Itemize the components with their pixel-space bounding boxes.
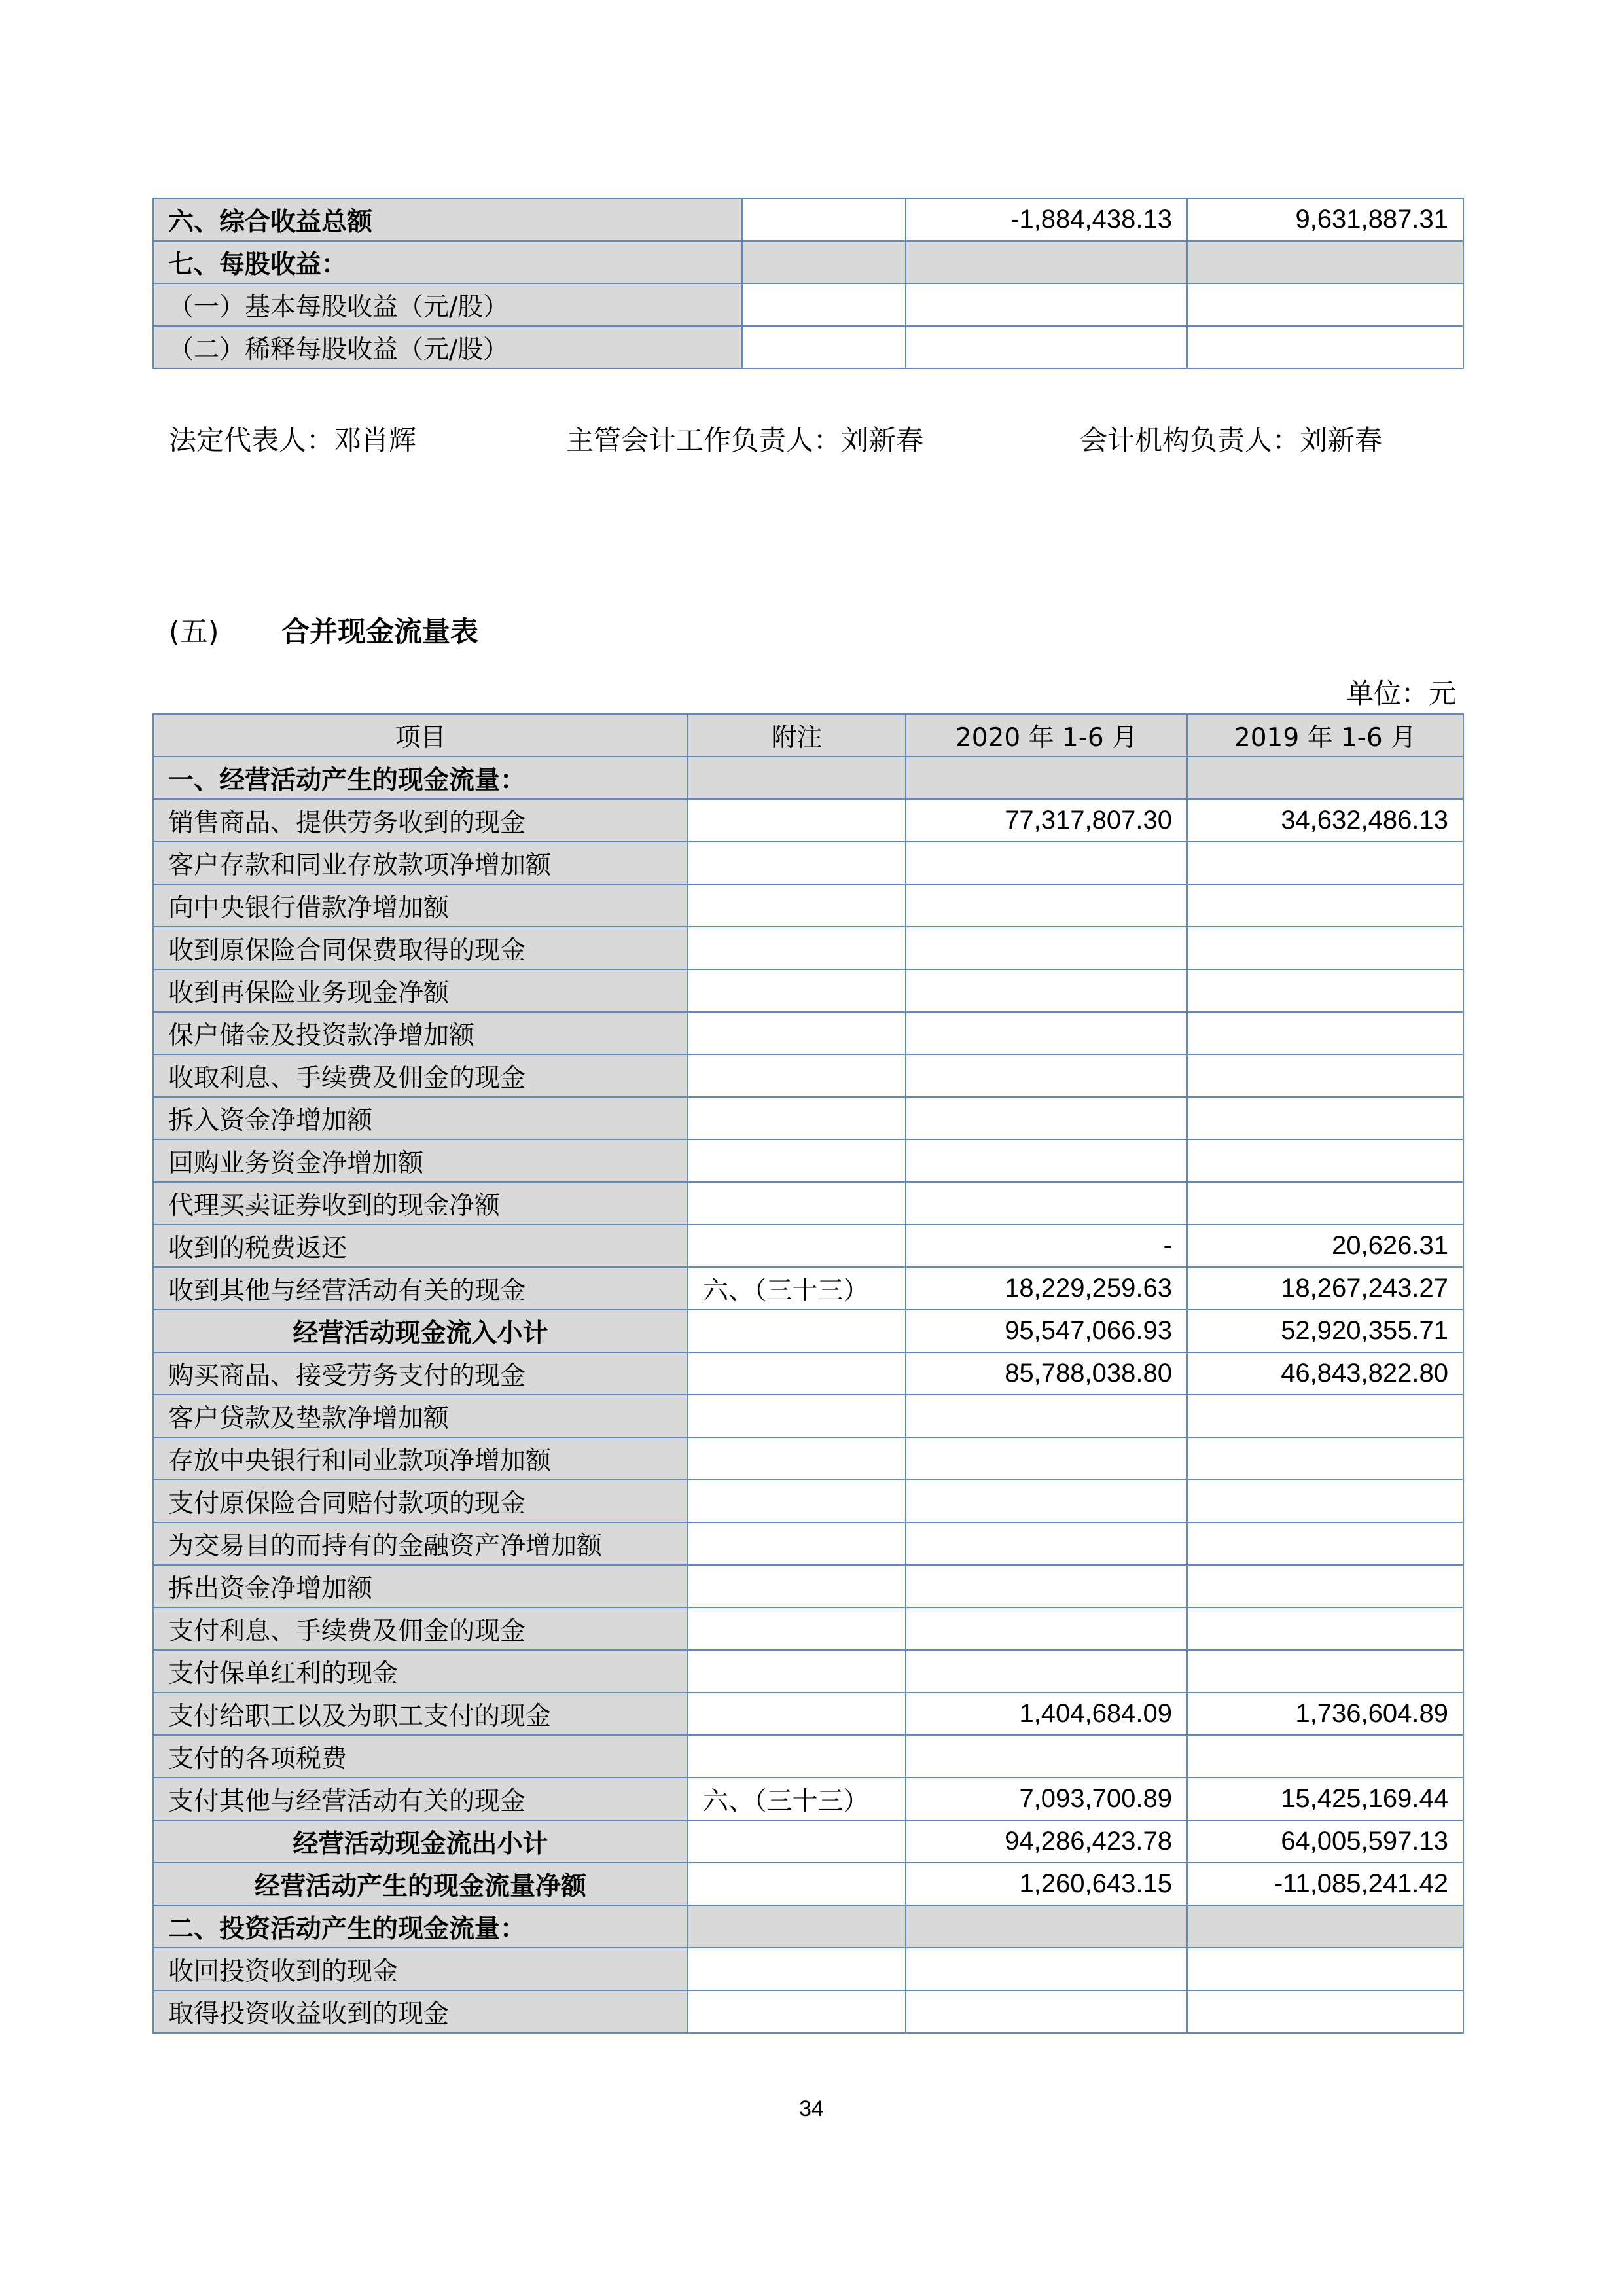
value-2020-h1	[906, 1948, 1187, 1990]
value-2020-h1: 77,317,807.30	[906, 799, 1187, 842]
header-item: 项目	[153, 714, 688, 757]
row-note	[688, 1012, 906, 1054]
value-2020-h1: -	[906, 1225, 1187, 1267]
table-row	[153, 1182, 1463, 1225]
table-row	[153, 1778, 1463, 1820]
value-2020-h1	[906, 1139, 1187, 1182]
value-2019-h1	[1187, 1480, 1463, 1522]
table-row	[153, 1012, 1463, 1054]
income-table-body	[153, 198, 1463, 368]
value-2019-h1: 46,843,822.80	[1187, 1352, 1463, 1395]
table-row	[153, 1735, 1463, 1778]
value-2020-h1	[906, 1735, 1187, 1778]
row-label: 回购业务资金净增加额	[153, 1139, 688, 1182]
value-2019-h1	[1187, 757, 1463, 799]
row-label: 拆出资金净增加额	[153, 1565, 688, 1607]
table-row	[153, 799, 1463, 842]
table-row	[153, 1863, 1463, 1905]
row-label: 六、综合收益总额	[153, 198, 742, 241]
value-2019-h1: 15,425,169.44	[1187, 1778, 1463, 1820]
row-label: 收到再保险业务现金净额	[153, 969, 688, 1012]
row-label: 向中央银行借款净增加额	[153, 884, 688, 927]
table-row	[153, 283, 1463, 326]
value-2019-h1	[1187, 1012, 1463, 1054]
row-label: 支付原保险合同赔付款项的现金	[153, 1480, 688, 1522]
row-note	[688, 1990, 906, 2033]
row-note	[688, 1565, 906, 1607]
row-note	[742, 326, 906, 368]
income-statement-tail-table	[152, 198, 1464, 369]
row-note	[688, 1395, 906, 1437]
row-note	[688, 1310, 906, 1352]
section-index: (五)	[169, 616, 219, 649]
cashflow-header-row	[153, 714, 1463, 757]
table-row	[153, 927, 1463, 969]
table-row	[153, 1990, 1463, 2033]
value-2020-h1: 85,788,038.80	[906, 1352, 1187, 1395]
table-row	[153, 1352, 1463, 1395]
value-current	[906, 241, 1187, 283]
value-2019-h1	[1187, 884, 1463, 927]
value-2020-h1: 1,404,684.09	[906, 1693, 1187, 1735]
row-note	[688, 927, 906, 969]
accounting-head: 主管会计工作负责人：刘新春	[566, 424, 924, 456]
row-label: 收到其他与经营活动有关的现金	[153, 1267, 688, 1310]
value-2020-h1	[906, 1182, 1187, 1225]
row-note	[688, 799, 906, 842]
value-2020-h1	[906, 1607, 1187, 1650]
row-label: 保户储金及投资款净增加额	[153, 1012, 688, 1054]
value-2020-h1	[906, 1565, 1187, 1607]
row-label: （一）基本每股收益（元/股）	[153, 283, 742, 326]
accounting-org-head: 会计机构负责人：刘新春	[1080, 424, 1383, 456]
table-row	[153, 1480, 1463, 1522]
table-row	[153, 1139, 1463, 1182]
table-row	[153, 241, 1463, 283]
row-label: 支付其他与经营活动有关的现金	[153, 1778, 688, 1820]
value-2020-h1	[906, 1012, 1187, 1054]
row-note	[688, 1097, 906, 1139]
row-label: 经营活动产生的现金流量净额	[153, 1863, 688, 1905]
value-2019-h1	[1187, 1607, 1463, 1650]
row-note	[688, 1352, 906, 1395]
row-note	[688, 1437, 906, 1480]
value-2019-h1: 1,736,604.89	[1187, 1693, 1463, 1735]
table-row	[153, 1693, 1463, 1735]
table-row	[153, 757, 1463, 799]
value-2020-h1	[906, 842, 1187, 884]
row-label: 经营活动现金流出小计	[153, 1820, 688, 1863]
row-label: 收到的税费返还	[153, 1225, 688, 1267]
value-2019-h1: -11,085,241.42	[1187, 1863, 1463, 1905]
table-row	[153, 198, 1463, 241]
row-label: 客户贷款及垫款净增加额	[153, 1395, 688, 1437]
table-row	[153, 1905, 1463, 1948]
row-note	[688, 1863, 906, 1905]
row-note	[742, 241, 906, 283]
row-note	[688, 1480, 906, 1522]
row-note	[688, 884, 906, 927]
row-note	[688, 1905, 906, 1948]
value-2020-h1	[906, 1990, 1187, 2033]
row-label: 购买商品、接受劳务支付的现金	[153, 1352, 688, 1395]
value-2020-h1	[906, 927, 1187, 969]
row-label: 一、经营活动产生的现金流量：	[153, 757, 688, 799]
value-2020-h1: 95,547,066.93	[906, 1310, 1187, 1352]
row-note	[688, 1225, 906, 1267]
row-label: 销售商品、提供劳务收到的现金	[153, 799, 688, 842]
row-label: 二、投资活动产生的现金流量：	[153, 1905, 688, 1948]
value-2020-h1: 7,093,700.89	[906, 1778, 1187, 1820]
row-note: 六、（三十三）	[688, 1778, 906, 1820]
row-label: 拆入资金净增加额	[153, 1097, 688, 1139]
row-note	[688, 842, 906, 884]
cashflow-table	[152, 713, 1464, 2034]
table-row	[153, 1310, 1463, 1352]
value-2019-h1	[1187, 1905, 1463, 1948]
value-2020-h1: 18,229,259.63	[906, 1267, 1187, 1310]
value-2020-h1	[906, 1054, 1187, 1097]
legal-representative: 法定代表人：邓肖辉	[169, 424, 417, 456]
value-2019-h1: 34,632,486.13	[1187, 799, 1463, 842]
row-label: 支付的各项税费	[153, 1735, 688, 1778]
table-row	[153, 1054, 1463, 1097]
row-label: 为交易目的而持有的金融资产净增加额	[153, 1522, 688, 1565]
value-2020-h1	[906, 1097, 1187, 1139]
row-note	[688, 1735, 906, 1778]
value-2020-h1	[906, 1905, 1187, 1948]
value-2019-h1	[1187, 1522, 1463, 1565]
row-note: 六、（三十三）	[688, 1267, 906, 1310]
value-prior: 9,631,887.31	[1187, 198, 1463, 241]
table-row	[153, 1820, 1463, 1863]
row-label: 收取利息、手续费及佣金的现金	[153, 1054, 688, 1097]
row-label: 支付给职工以及为职工支付的现金	[153, 1693, 688, 1735]
header-note: 附注	[688, 714, 906, 757]
value-2020-h1	[906, 1650, 1187, 1693]
value-2019-h1	[1187, 1054, 1463, 1097]
row-note	[688, 1607, 906, 1650]
value-2019-h1	[1187, 1139, 1463, 1182]
value-2019-h1	[1187, 1097, 1463, 1139]
table-row	[153, 1097, 1463, 1139]
row-note	[742, 198, 906, 241]
section-title: 合并现金流量表	[281, 616, 478, 649]
value-current: -1,884,438.13	[906, 198, 1187, 241]
row-note	[688, 969, 906, 1012]
value-2020-h1	[906, 1522, 1187, 1565]
row-note	[688, 1948, 906, 1990]
value-2019-h1	[1187, 1565, 1463, 1607]
value-prior	[1187, 326, 1463, 368]
row-note	[688, 1054, 906, 1097]
row-label: 存放中央银行和同业款项净增加额	[153, 1437, 688, 1480]
row-label: 收到原保险合同保费取得的现金	[153, 927, 688, 969]
table-row	[153, 1607, 1463, 1650]
table-row	[153, 884, 1463, 927]
header-2019-h1: 2019 年 1-6 月	[1187, 714, 1463, 757]
value-2020-h1	[906, 1437, 1187, 1480]
unit-label: 单位：元	[1346, 677, 1456, 709]
value-2020-h1: 94,286,423.78	[906, 1820, 1187, 1863]
value-2019-h1: 64,005,597.13	[1187, 1820, 1463, 1863]
cashflow-table-body	[153, 757, 1463, 2033]
value-prior	[1187, 283, 1463, 326]
value-current	[906, 326, 1187, 368]
value-2020-h1	[906, 884, 1187, 927]
table-row	[153, 1650, 1463, 1693]
row-label: 取得投资收益收到的现金	[153, 1990, 688, 2033]
row-note	[688, 1522, 906, 1565]
row-note	[688, 757, 906, 799]
row-label: 收回投资收到的现金	[153, 1948, 688, 1990]
value-2020-h1	[906, 1480, 1187, 1522]
row-label: 代理买卖证券收到的现金净额	[153, 1182, 688, 1225]
value-2019-h1	[1187, 1650, 1463, 1693]
table-row	[153, 969, 1463, 1012]
table-row	[153, 326, 1463, 368]
row-label: 支付保单红利的现金	[153, 1650, 688, 1693]
table-row	[153, 1225, 1463, 1267]
value-2019-h1	[1187, 969, 1463, 1012]
value-2019-h1	[1187, 1395, 1463, 1437]
value-2020-h1	[906, 969, 1187, 1012]
row-label: 支付利息、手续费及佣金的现金	[153, 1607, 688, 1650]
value-2019-h1: 52,920,355.71	[1187, 1310, 1463, 1352]
row-label: 七、每股收益：	[153, 241, 742, 283]
table-row	[153, 1395, 1463, 1437]
row-note	[688, 1820, 906, 1863]
row-note	[742, 283, 906, 326]
value-2019-h1	[1187, 927, 1463, 969]
value-prior	[1187, 241, 1463, 283]
value-2019-h1	[1187, 1437, 1463, 1480]
value-2019-h1: 18,267,243.27	[1187, 1267, 1463, 1310]
value-2020-h1	[906, 1395, 1187, 1437]
row-note	[688, 1139, 906, 1182]
row-label: 客户存款和同业存放款项净增加额	[153, 842, 688, 884]
table-row	[153, 1522, 1463, 1565]
value-2019-h1	[1187, 1182, 1463, 1225]
value-2019-h1	[1187, 842, 1463, 884]
value-current	[906, 283, 1187, 326]
value-2020-h1	[906, 757, 1187, 799]
table-row	[153, 1948, 1463, 1990]
value-2019-h1: 20,626.31	[1187, 1225, 1463, 1267]
row-note	[688, 1693, 906, 1735]
table-row	[153, 1437, 1463, 1480]
value-2020-h1: 1,260,643.15	[906, 1863, 1187, 1905]
value-2019-h1	[1187, 1990, 1463, 2033]
header-2020-h1: 2020 年 1-6 月	[906, 714, 1187, 757]
table-row	[153, 1267, 1463, 1310]
row-note	[688, 1182, 906, 1225]
row-label: 经营活动现金流入小计	[153, 1310, 688, 1352]
value-2019-h1	[1187, 1948, 1463, 1990]
table-row	[153, 842, 1463, 884]
page-number: 34	[799, 2096, 824, 2121]
value-2019-h1	[1187, 1735, 1463, 1778]
table-row	[153, 1565, 1463, 1607]
row-note	[688, 1650, 906, 1693]
row-label: （二）稀释每股收益（元/股）	[153, 326, 742, 368]
